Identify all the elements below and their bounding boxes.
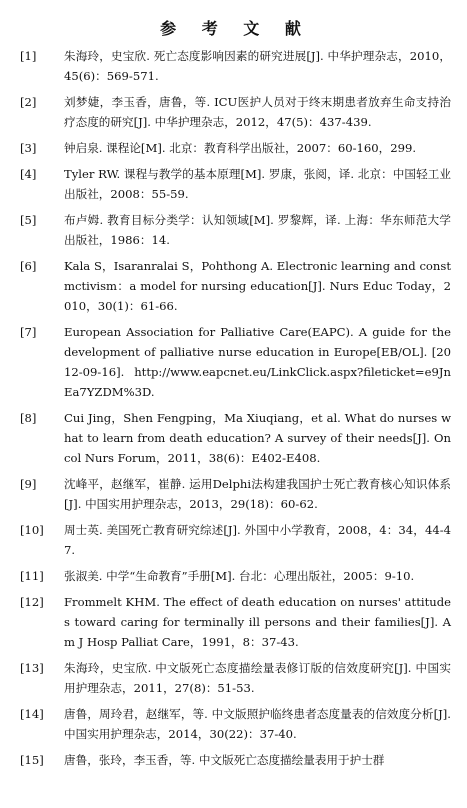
reference-item — [20, 322, 451, 402]
reference-text: 唐鲁，周玲君，赵继军，等. 中文版照护临终患者态度量表的信效度分析[J]. 中国实用护理杂志，2014，30(22)：37-40. — [64, 707, 451, 741]
reference-number: [11] — [20, 569, 44, 583]
reference-text: 张淑美. 中学“生命教育”手册[M]. 台北：心理出版社，2005：9-10. — [64, 569, 415, 583]
reference-number: [9] — [20, 477, 37, 491]
reference-text: 布卢姆. 教育目标分类学：认知领域[M]. 罗黎辉，译. 上海：华东师范大学出版社，1986：14. — [64, 213, 451, 247]
reference-text: 朱海玲，史宝欣. 中文版死亡态度描绘量表修订版的信效度研究[J]. 中国实用护理杂志，2011，27(8)：51-53. — [64, 661, 451, 695]
reference-item — [20, 750, 451, 770]
reference-list — [20, 46, 451, 770]
reference-number: [1] — [20, 49, 37, 63]
reference-item — [20, 92, 451, 132]
reference-number: [10] — [20, 523, 44, 537]
reference-number: [12] — [20, 595, 44, 609]
reference-item — [20, 520, 451, 560]
reference-number: [5] — [20, 213, 37, 227]
reference-item — [20, 474, 451, 514]
reference-number: [2] — [20, 95, 37, 109]
reference-text: European Association for Palliative Care(EAPC). A guide for the development of palliative nurse education in Europe[EB/OL]. [2012-09-16]. http://www.eapcnet.eu/LinkClick.aspx?fileticket=e9JnEa7YZDM%3D. — [64, 325, 451, 399]
reference-item — [20, 408, 451, 468]
reference-item — [20, 592, 451, 652]
reference-number: [6] — [20, 259, 37, 273]
reference-number: [7] — [20, 325, 37, 339]
reference-text: 周士英. 美国死亡教育研究综述[J]. 外国中小学教育，2008，4：34，44-47. — [64, 523, 451, 557]
reference-item — [20, 138, 451, 158]
reference-number: [3] — [20, 141, 37, 155]
reference-text: 沈峰平，赵继军，崔静. 运用Delphi法构建我国护士死亡教育核心知识体系[J]. 中国实用护理杂志，2013，29(18)：60-62. — [64, 477, 451, 511]
reference-number: [14] — [20, 707, 44, 721]
reference-item — [20, 210, 451, 250]
reference-text: 刘梦婕，李玉香，唐鲁，等. ICU医护人员对于终末期患者放弃生命支持治疗态度的研究[J]. 中华护理杂志，2012，47(5)：437-439. — [64, 95, 451, 129]
reference-item — [20, 46, 451, 86]
reference-item — [20, 704, 451, 744]
reference-number: [13] — [20, 661, 44, 675]
reference-text: 朱海玲，史宝欣. 死亡态度影响因素的研究进展[J]. 中华护理杂志，2010，45(6)：569-571. — [64, 49, 451, 83]
reference-item — [20, 566, 451, 586]
reference-text: 钟启泉. 课程论[M]. 北京：教育科学出版社，2007：60-160，299. — [64, 141, 417, 155]
references-heading: 参 考 文 献 — [160, 19, 311, 38]
reference-text: Cui Jing，Shen Fengping，Ma Xiuqiang，et al. What do nurses what to learn from death education? A survey of their needs[J]. Oncol Nurs Forum，2011，38(6)：E402-E408. — [64, 411, 451, 465]
reference-text: Kala S，Isaranralai S，Pohthong A. Electronic learning and constmctivism：a model for nursing education[J]. Nurs Educ Today，2010，30(1)：61-66. — [64, 259, 451, 313]
reference-text: Tyler RW. 课程与教学的基本原理[M]. 罗康，张阅，译. 北京：中国轻工业出版社，2008：55-59. — [64, 167, 451, 201]
reference-number: [8] — [20, 411, 37, 425]
reference-item — [20, 164, 451, 204]
reference-number: [4] — [20, 167, 37, 181]
reference-text: Frommelt KHM. The effect of death education on nurses' attitudes toward caring for terminally ill persons and their families[J]. Am J Hosp Palliat Care，1991，8：37-43. — [64, 595, 451, 649]
reference-number: [15] — [20, 753, 44, 767]
reference-item — [20, 256, 451, 316]
reference-text: 唐鲁，张玲，李玉香，等. 中文版死亡态度描绘量表用于护士群 — [64, 753, 385, 767]
reference-item — [20, 658, 451, 698]
